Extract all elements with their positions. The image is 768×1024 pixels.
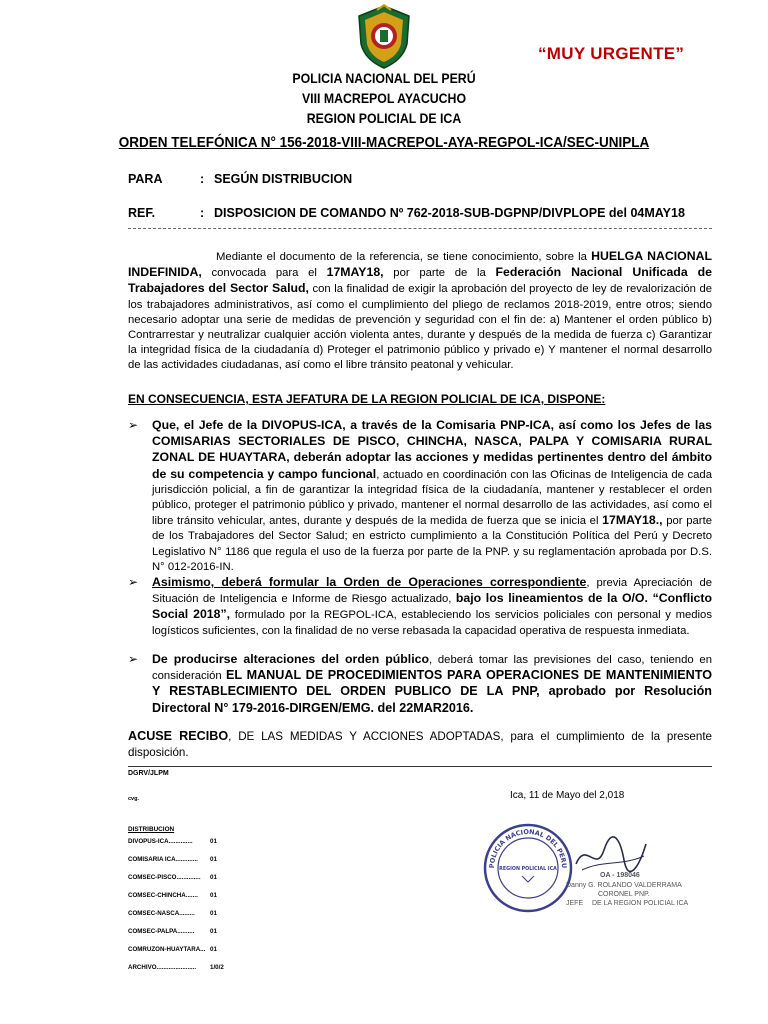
distribution-item: COMSEC-CHINCHA....... bbox=[128, 892, 198, 899]
signature-jefe: JEFE bbox=[566, 900, 584, 907]
bullet-arrow-icon: ➢ bbox=[128, 575, 139, 589]
distribution-qty: 01 bbox=[210, 946, 217, 953]
distribution-item: COMISARIA ICA............. bbox=[128, 856, 198, 863]
distribution-item: COMRUZON-HUAYTARA... bbox=[128, 946, 206, 953]
order-title: ORDEN TELEFÓNICA N° 156-2018-VIII-MACREPOL-AYA-REGPOL-ICA/SEC-UNIPLA bbox=[118, 134, 650, 151]
header-region: REGION POLICIAL DE ICA bbox=[306, 110, 462, 126]
bullet-arrow-icon: ➢ bbox=[128, 418, 139, 432]
directive-item-3: De producirse alteraciones del orden público, deberá tomar las previsiones del caso, teniendo en consideración EL MANUAL DE PROCEDIMIENTOS PARA OPERACIONES DE MANTENIMIENTO Y RESTABLECIMIENTO DEL ORDEN PUBLICO DE LA PNP, aprobado por Resolución Directoral N° 179-2016-DIRGEN/EMG. del 22MAR2016. bbox=[152, 652, 712, 715]
ref-colon: : bbox=[200, 206, 205, 220]
signature-role: DE LA REGION POLICIAL ICA bbox=[592, 900, 689, 907]
distribution-qty: 01 bbox=[210, 856, 217, 863]
distribution-item: COMSEC-NASCA......... bbox=[128, 910, 195, 917]
distribution-qty: 01 bbox=[210, 838, 217, 845]
stamp-ring-text: POLICIA NACIONAL DEL PERU bbox=[487, 827, 569, 869]
signature-rank: CORONEL PNP. bbox=[598, 891, 650, 898]
distribution-item: ARCHIVO....................... bbox=[128, 964, 197, 971]
distribution-title: DISTRIBUCION bbox=[128, 826, 175, 833]
header-institution: POLICIA NACIONAL DEL PERÚ bbox=[292, 70, 476, 86]
para-label: PARA bbox=[128, 172, 163, 186]
reference-code: DGRV/JLPM bbox=[128, 770, 169, 777]
distribution-item: COMSEC-PALPA.......... bbox=[128, 928, 195, 935]
para-value: SEGÚN DISTRIBUCION bbox=[214, 172, 353, 186]
distribution-qty: 01 bbox=[210, 874, 217, 881]
footer-separator bbox=[128, 766, 712, 767]
signature-name: Danny G. ROLANDO VALDERRAMA bbox=[566, 882, 682, 889]
distribution-item: DIVOPUS-ICA.............. bbox=[128, 838, 193, 845]
distribution-qty: 01 bbox=[210, 910, 217, 917]
urgent-label: “MUY URGENTE” bbox=[538, 44, 685, 63]
consecuencia-heading: EN CONSECUENCIA, ESTA JEFATURA DE LA REGION POLICIAL DE ICA, DISPONE: bbox=[128, 392, 606, 406]
distribution-qty: 01 bbox=[210, 892, 217, 899]
directive-item-2: Asimismo, deberá formular la Orden de Operaciones correspondiente, previa Apreciación de Situación de Inteligencia e Informe de Riesgo actualizado, bajo los lineamientos de la O/O. “Conflicto Social 2018”, formulado por la REGPOL-ICA, estableciendo los servicios policiales con personal y medios logísticos suficientes, con la finalidad de no verse rebasada la capacidad operativa de respuesta inmediata. bbox=[152, 575, 713, 637]
distribution-item: COMSEC-PISCO.............. bbox=[128, 874, 201, 881]
city-date: Ica, 11 de Mayo del 2,018 bbox=[510, 790, 625, 801]
bullet-arrow-icon: ➢ bbox=[128, 652, 139, 666]
distribution-qty: 1/0/2 bbox=[210, 964, 224, 971]
distribution-qty: 01 bbox=[210, 928, 217, 935]
header-macrepol: VIII MACREPOL AYACUCHO bbox=[301, 90, 467, 106]
ref-value: DISPOSICION DE COMANDO Nº 762-2018-SUB-DGPNP/DIVPLOPE del 04MAY18 bbox=[214, 206, 685, 220]
stamp-inner-text: REGION POLICIAL ICA bbox=[499, 867, 557, 872]
official-round-stamp bbox=[482, 822, 574, 914]
directive-item-1: Que, el Jefe de la DIVOPUS-ICA, a través de la Comisaria PNP-ICA, así como los Jefes de las COMISARIAS SECTORIALES DE PISCO, CHINCHA, NASCA, PALPA Y COMISARIA RURAL ZONAL DE HUAYTARA, deberán adoptar las acciones y medidas pertinentes dentro del ámbito de su competencia y campo funcional, actuado en coordinación con las Oficinas de Inteligencia de cada jurisdicción policial, a fin de garantizar la integridad física de la ciudadanía, mantener y restablecer el orden público, proteger el patrimonio público y privado, mantener el normal desarrollo de las actividades, así como el libre tránsito vehicular, antes, durante y después de la medida de fuerza que se inicia el 17MAY18., por parte de los Trabajadores del Sector Salud; en estricto cumplimiento a la Constitución Política del Perú y Decreto Legislativo N° 1186 que regula el uso de la fuerza por parte de la PNP. y su reglamentación aprobada por D.S. N° 012-2016-IN. bbox=[152, 418, 712, 573]
typist-initials: cvg. bbox=[128, 796, 140, 802]
para-colon: : bbox=[200, 172, 205, 186]
acknowledgement-paragraph: ACUSE RECIBO, DE LAS MEDIDAS Y ACCIONES ADOPTADAS, para el cumplimiento de la presente disposición. bbox=[128, 729, 712, 759]
police-emblem-logo bbox=[355, 4, 413, 70]
signature-cip: OA - 198046 bbox=[600, 872, 640, 879]
intro-paragraph: Mediante el documento de la referencia, se tiene conocimiento, sobre la HUELGA NACIONAL INDEFINIDA, convocada para el 17MAY18, por parte de la Federación Nacional Unificada de Trabajadores del Sector Salud, con la finalidad de exigir la aprobación del proyecto de ley de revalorización de los trabajadores administrativos, así como el cumplimiento del pliego de reclamos 2018-2019, entre otros; siendo necesario adoptar una serie de medidas de prevención y seguridad con el fin de: a) Mantener el orden público b) Contrarrestar y neutralizar cualquier acción violenta antes, durante y después de la medida de fuerza c) Garantizar la integridad física de la ciudadanía d) Proteger el patrimonio público y privado e) Y mantener el normal desarrollo de las actividades ciudadanas, así como el libre tránsito peatonal y vehicular. bbox=[128, 249, 713, 372]
separator-line bbox=[128, 228, 712, 229]
ref-label: REF. bbox=[128, 206, 156, 220]
